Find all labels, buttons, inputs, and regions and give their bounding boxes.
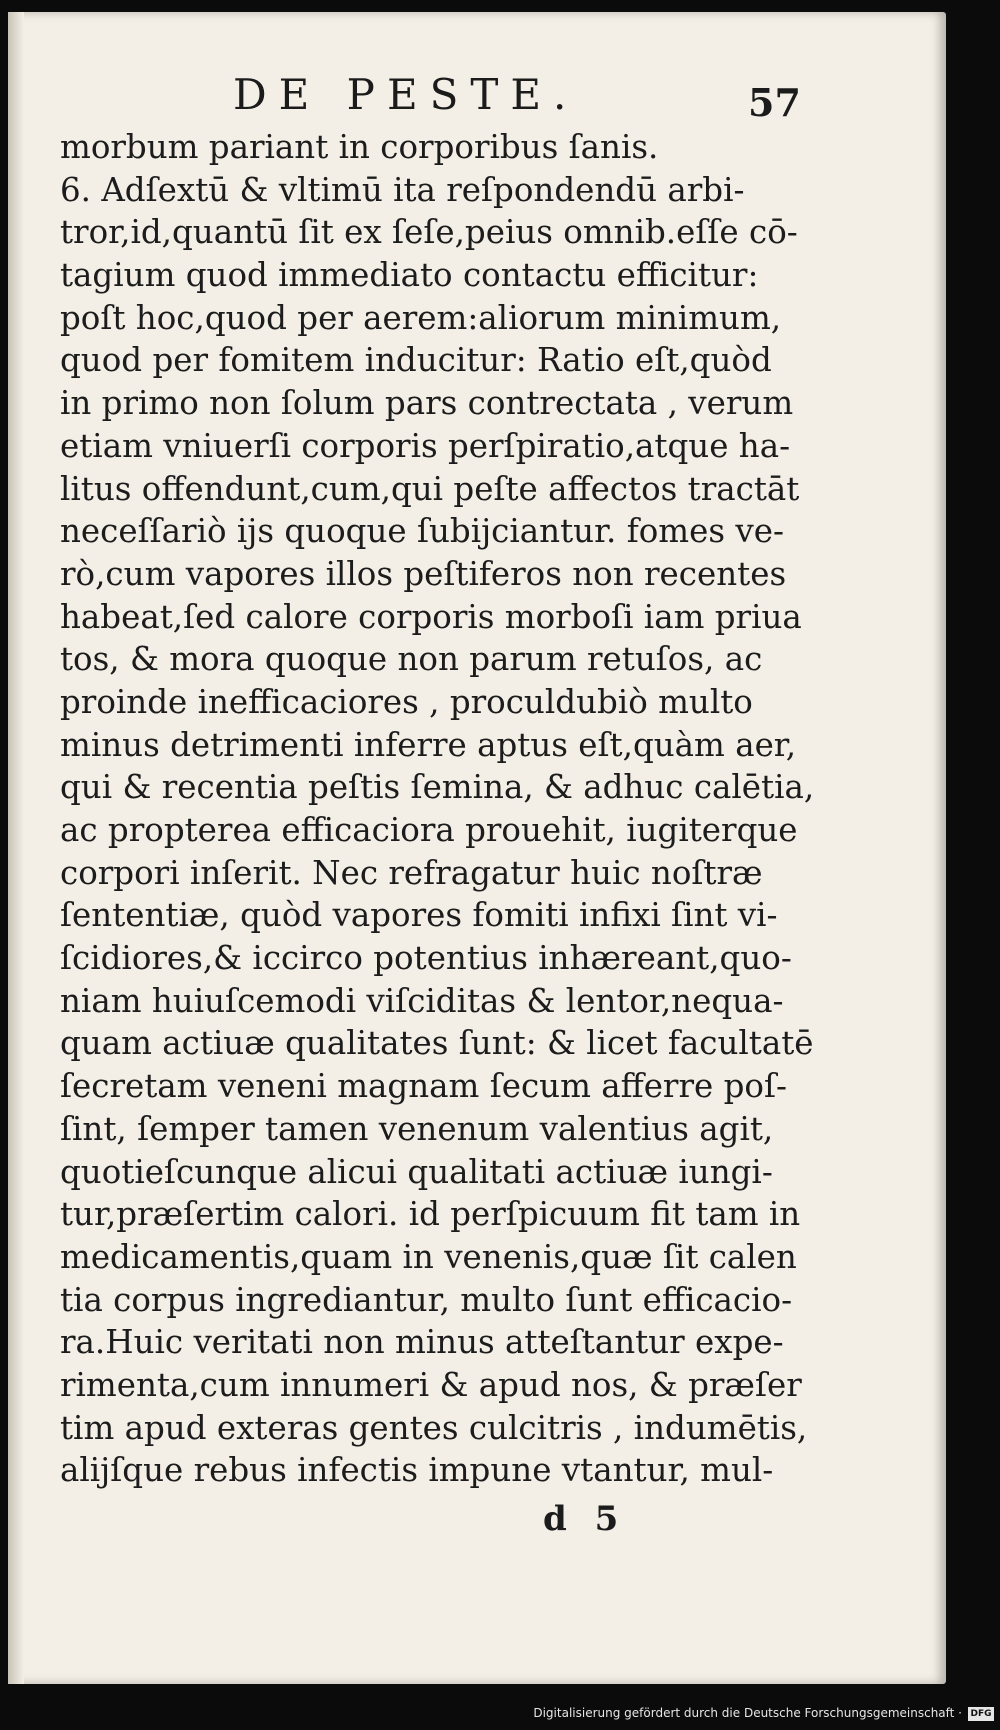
page-number: 57 — [748, 80, 801, 125]
dfg-logo-icon: DFG — [968, 1707, 994, 1721]
text-line: medicamentis,quam in venenis,quæ ſit calen — [60, 1237, 797, 1276]
text-line: corpori inſerit. Nec refragatur huic noſtræ — [60, 853, 763, 892]
text-line: quam actiuæ qualitates ſunt: & licet facultatē — [60, 1024, 814, 1063]
text-line: tim apud exteras gentes culcitris , indumētis, — [60, 1408, 808, 1447]
text-line: qui & recentia peſtis ſemina, & adhuc calētia, — [60, 768, 815, 807]
body-text — [60, 126, 815, 1492]
funding-credit: Digitalisierung gefördert durch die Deutsche Forschungsgemeinschaft · — [533, 1706, 962, 1720]
text-line: litus offendunt,cum,qui peſte affectos tractāt — [60, 469, 800, 508]
text-line: alijſque rebus infectis impune vtantur, mul- — [60, 1451, 774, 1490]
text-line: quod per fomitem inducitur: Ratio eſt,quòd — [60, 341, 772, 380]
text-line: ra.Huic veritati non minus atteſtantur expe- — [60, 1323, 784, 1362]
text-line: etiam vniuerſi corporis perſpiratio,atque ha- — [60, 426, 791, 465]
text-line: ſententiæ, quòd vapores fomiti infixi ſint vi- — [60, 896, 778, 935]
text-line: ſint, ſemper tamen venenum valentius agit, — [60, 1109, 774, 1148]
text-line: rò,cum vapores illos peſtiferos non recentes — [60, 554, 787, 593]
text-line: neceſſariò ijs quoque ſubijciantur. fomes ve- — [60, 512, 784, 551]
text-line: tur,præſertim calori. id perſpicuum fit tam in — [60, 1195, 801, 1234]
text-line: tror,id,quantū ſit ex ſeſe,peius omnib.eſſe cō- — [60, 213, 798, 252]
text-line: in primo non ſolum pars contrectata , verum — [60, 384, 794, 423]
text-line: tia corpus ingrediantur, multo ſunt efficacio- — [60, 1280, 793, 1319]
text-line: ac propterea efficaciora prouehit, iugiterque — [60, 811, 798, 849]
text-line: 6. Adſextū & vltimū ita reſpondendū arbi- — [60, 170, 745, 209]
text-line: proinde inefficaciores , proculdubiò multo — [60, 682, 753, 721]
text-line: quotieſcunque alicui qualitati actiuæ iungi- — [60, 1152, 773, 1191]
text-line: ſecretam veneni magnam ſecum afferre poſ- — [60, 1067, 787, 1106]
book-page — [8, 12, 946, 1684]
signature-mark: d 5 — [543, 1499, 619, 1539]
page-gutter — [8, 12, 24, 1684]
text-line: minus detrimenti inferre aptus eſt,quàm aer, — [60, 725, 797, 764]
page-header — [8, 70, 946, 125]
text-line: rimenta,cum innumeri & apud nos, & præſer — [60, 1365, 802, 1404]
text-line: morbum pariant in corporibus ſanis. — [60, 128, 659, 166]
text-line: ſcidiores,& iccirco potentius inhæreant,quo- — [60, 939, 792, 978]
text-line: tagium quod immediato contactu efficitur: — [60, 256, 759, 295]
text-line: habeat,ſed calore corporis morboſi iam priua — [60, 597, 802, 636]
footer-bar — [0, 1684, 1000, 1730]
running-title: DE PESTE. — [233, 70, 579, 119]
text-line: niam huiuſcemodi viſciditas & lentor,nequa- — [60, 981, 784, 1020]
text-line: poſt hoc,quod per aerem:aliorum minimum, — [60, 298, 782, 337]
text-line: tos, & mora quoque non parum retuſos, ac — [60, 640, 763, 679]
